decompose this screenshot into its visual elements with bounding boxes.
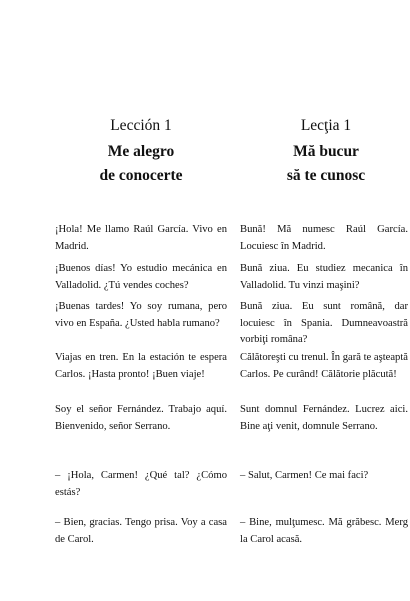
- lesson-heading: Lección 1: [110, 117, 172, 134]
- lesson-title-line-2: să te cunosc: [286, 167, 366, 184]
- paragraph: Bună ziua. Eu studiez mecanica în Valladolid. Tu vinzi maşini?: [240, 263, 408, 291]
- paragraph: ¡Buenos días! Yo estudio mecánica en Valladolid. ¿Tú vendes coches?: [55, 263, 227, 291]
- paragraph: Sunt domnul Fernández. Lucrez aici. Bine aţi venit, domnule Serrano.: [240, 404, 408, 432]
- paragraph: ¡Buenas tardes! Yo soy rumana, pero vivo en España. ¿Usted habla rumano?: [55, 301, 227, 329]
- dialogue-line: – Bine, mulţumesc. Mă grăbesc. Merg la Carol acasă.: [240, 517, 408, 545]
- dialogue-line: – Bien, gracias. Tengo prisa. Voy a casa de Carol.: [55, 517, 227, 545]
- dialogue-line: – ¡Hola, Carmen! ¿Qué tal? ¿Cómo estás?: [55, 470, 227, 498]
- lesson-heading: Lecţia 1: [300, 117, 352, 134]
- paragraph: Soy el señor Fernández. Trabajo aquí. Bienvenido, señor Serrano.: [55, 404, 227, 432]
- dialogue-line: – Salut, Carmen! Ce mai faci?: [240, 470, 369, 481]
- paragraph: Bună ziua. Eu sunt română, dar locuiesc în Spania. Dumneavoastră vorbiţi româna?: [240, 301, 408, 345]
- paragraph: ¡Hola! Me llamo Raúl García. Vivo en Madrid.: [55, 224, 227, 252]
- lesson-title-line-1: Mă bucur: [293, 143, 359, 160]
- paragraph: Călătoreşti cu trenul. În gară te aşteaptă Carlos. Pe curând! Călătorie plăcută!: [240, 352, 408, 380]
- lesson-title-line-2: de conocerte: [99, 167, 183, 184]
- paragraph: Bună! Mă numesc Raúl García. Locuiesc în Madrid.: [240, 224, 408, 252]
- lesson-title-line-1: Me alegro: [107, 143, 175, 160]
- paragraph: Viajas en tren. En la estación te espera Carlos. ¡Hasta pronto! ¡Buen viaje!: [55, 352, 227, 380]
